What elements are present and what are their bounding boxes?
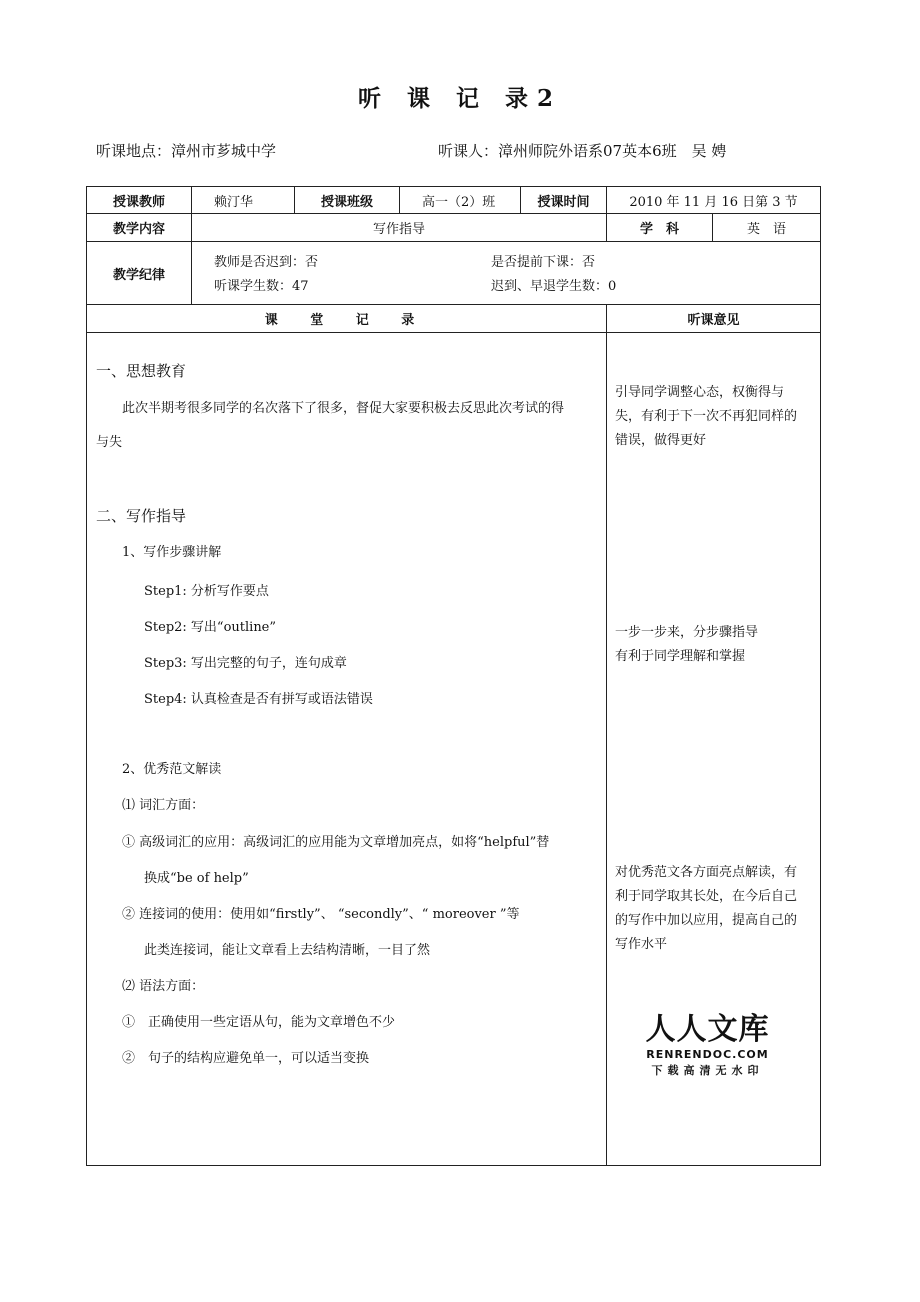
opinion-1: 引导同学调整心态，权衡得与失，有利于下一次不再犯同样的错误，做得更好 bbox=[615, 385, 798, 448]
subject-label: 学 科 bbox=[607, 214, 713, 242]
step-4: Step4: 认真检查是否有拼写或语法错误 bbox=[144, 692, 373, 707]
vocab-point-1: ① 高级词汇的应用：高级词汇的应用能为文章增加亮点，如将“helpful”替 bbox=[122, 835, 550, 850]
opinion-header: 听课意见 bbox=[607, 305, 821, 333]
observer-line bbox=[438, 140, 726, 161]
vocab-title: ⑴ 词汇方面： bbox=[122, 798, 205, 813]
section-1-title: 一、思想教育 bbox=[96, 362, 187, 380]
record-header: 课 堂 记 录 bbox=[87, 305, 607, 333]
late-student-count: 迟到、早退学生数：0 bbox=[491, 279, 617, 294]
discipline-label: 教学纪律 bbox=[87, 242, 192, 305]
vocab-point-2-cont: 此类连接词，能让文章看上去结构清晰，一目了然 bbox=[144, 943, 431, 958]
student-count: 听课学生数：47 bbox=[214, 279, 309, 294]
observer-value: 漳州师院外语系07英本6班 吴 娉 bbox=[498, 142, 727, 160]
grammar-point-1: ① 正确使用一些定语从句，能为文章增色不少 bbox=[122, 1015, 396, 1030]
observer-label: 听课人： bbox=[438, 142, 499, 160]
location-label: 听课地点： bbox=[96, 142, 172, 160]
section-2-title: 二、写作指导 bbox=[96, 507, 187, 525]
content-value: 写作指导 bbox=[192, 214, 607, 242]
section-1-text: 此次半期考很多同学的名次落下了很多，督促大家要积极去反思此次考试的得 bbox=[122, 401, 565, 416]
subject-value: 英 语 bbox=[713, 214, 821, 242]
logo-title: 人人文库 bbox=[645, 1012, 770, 1047]
info-row-2 bbox=[87, 214, 821, 242]
page-title: 听 课 记 录2 bbox=[357, 85, 563, 112]
location-value: 漳州市芗城中学 bbox=[171, 142, 277, 160]
vocab-point-2: ② 连接词的使用：使用如“firstly”、 “secondly”、“ moreover ”等 bbox=[122, 907, 520, 922]
time-label: 授课时间 bbox=[521, 187, 607, 214]
opinion-cell bbox=[607, 333, 821, 1166]
step-2: Step2: 写出“outline” bbox=[144, 620, 277, 635]
teacher-late: 教师是否迟到：否 bbox=[214, 255, 319, 270]
record-cell bbox=[87, 333, 607, 1166]
early-dismissal: 是否提前下课：否 bbox=[491, 255, 596, 270]
section-1-text-cont: 与失 bbox=[96, 435, 123, 450]
vocab-point-1-cont: 换成“be of help” bbox=[144, 871, 249, 886]
opinion-2: 一步一步来，分步骤指导 有利于同学理解和掌握 bbox=[615, 625, 759, 664]
step-3: Step3: 写出完整的句子，连句成章 bbox=[144, 656, 347, 671]
step-1: Step1: 分析写作要点 bbox=[144, 584, 269, 599]
info-row-3 bbox=[87, 242, 821, 305]
class-value: 高一（2）班 bbox=[400, 187, 521, 214]
teacher-label: 授课教师 bbox=[87, 187, 192, 214]
section-2-sub-1: 1、写作步骤讲解 bbox=[122, 545, 222, 560]
section-2-sub-2: 2、优秀范文解读 bbox=[122, 762, 222, 777]
content-label: 教学内容 bbox=[87, 214, 192, 242]
grammar-title: ⑵ 语法方面： bbox=[122, 979, 205, 994]
location-line bbox=[96, 140, 276, 161]
discipline-cell bbox=[192, 242, 821, 305]
logo-url: RENRENDOC.COM bbox=[646, 1048, 769, 1061]
opinion-3: 对优秀范文各方面亮点解读，有利于同学取其长处，在今后自己的写作中加以应用，提高自己的写作水平 bbox=[615, 865, 798, 952]
class-label: 授课班级 bbox=[295, 187, 400, 214]
grammar-point-2: ② 句子的结构应避免单一，可以适当变换 bbox=[122, 1051, 370, 1066]
content-row bbox=[87, 333, 821, 1166]
record-table bbox=[86, 186, 821, 1166]
section-header-row bbox=[87, 305, 821, 333]
logo-tagline: 下载高清无水印 bbox=[651, 1064, 764, 1077]
time-value: 2010 年 11 月 16 日第 3 节 bbox=[607, 187, 821, 214]
watermark-logo bbox=[645, 1013, 770, 1079]
info-row-1 bbox=[87, 187, 821, 214]
teacher-value: 赖汀华 bbox=[192, 187, 295, 214]
